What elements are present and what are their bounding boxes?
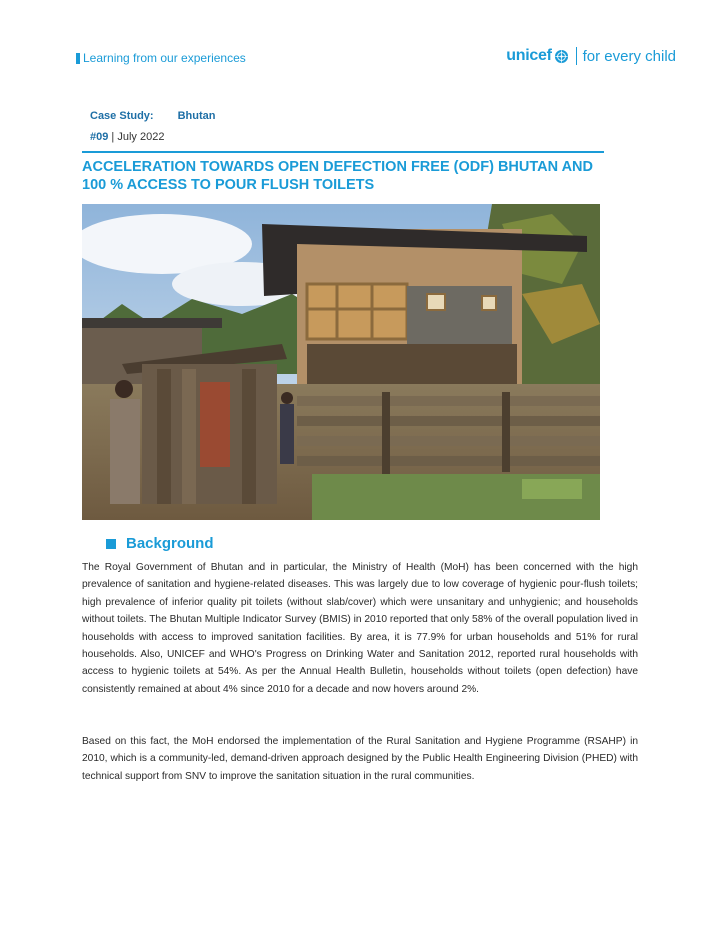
brand-tagline: for every child [582, 47, 676, 65]
cover-photo [82, 204, 600, 520]
case-study-line [90, 110, 215, 122]
issue-separator: | [108, 131, 118, 143]
section-heading-label: Background [126, 535, 214, 552]
issue-number: #09 [90, 131, 109, 143]
issue-date: July 2022 [117, 131, 165, 143]
case-study-label: Case Study: [90, 110, 154, 122]
background-paragraph-2: Based on this fact, the MoH endorsed the implementation of the Rural Sanitation and Hygiene Programme (RSAHP) in 2010, which is a community-led, demand-driven approach designed by the Public Health Engineering Division (PHED) with technical support from SNV to improve the sanitation situation in the rural communities. [82, 736, 638, 782]
title-line: ACCELERATION TOWARDS OPEN DEFECTION FREE (ODF) BHUTAN AND [82, 159, 593, 175]
title-line: 100 % ACCESS TO POUR FLUSH TOILETS [82, 177, 375, 193]
section-tag-label: Learning from our experiences [83, 51, 246, 65]
brand-divider [576, 47, 577, 65]
section-bullet [106, 539, 116, 549]
background-paragraph-1: The Royal Government of Bhutan and in particular, the Ministry of Health (MoH) has been concerned with the high prevalence of sanitation and hygiene-related diseases. This was largely due to low coverage of hygienic pour-flush toilets; high prevalence of inferior quality pit toilets (without slab/cover) which were unsanitary and unhygienic; and households without toilets. The Bhutan Multiple Indicator Survey (BMIS) in 2010 reported that only 58% of the overall population lived in households with access to improved sanitation facilities. By area, it is 77.9% for urban households and 51% for rural households. Also, UNICEF and WHO's Progress on Drinking Water and Sanitation 2012, reported rural households with access to hygienic toilets at 54%. As per the Annual Health Bulletin, households without toilets (open defection) have consistently remained at about 4% since 2010 for a decade and now hovers around 2%. [82, 562, 638, 695]
unicef-globe-icon [554, 49, 569, 64]
village-photo-illustration [82, 204, 600, 520]
page-title [82, 158, 606, 194]
tag-bar [76, 53, 80, 64]
title-rule [82, 151, 604, 153]
country-name: Bhutan [177, 110, 216, 122]
issue-line [90, 131, 164, 143]
section-heading [106, 535, 214, 552]
section-tag [76, 51, 246, 65]
brand-name: unicef [506, 47, 552, 64]
unicef-logo [506, 47, 676, 65]
